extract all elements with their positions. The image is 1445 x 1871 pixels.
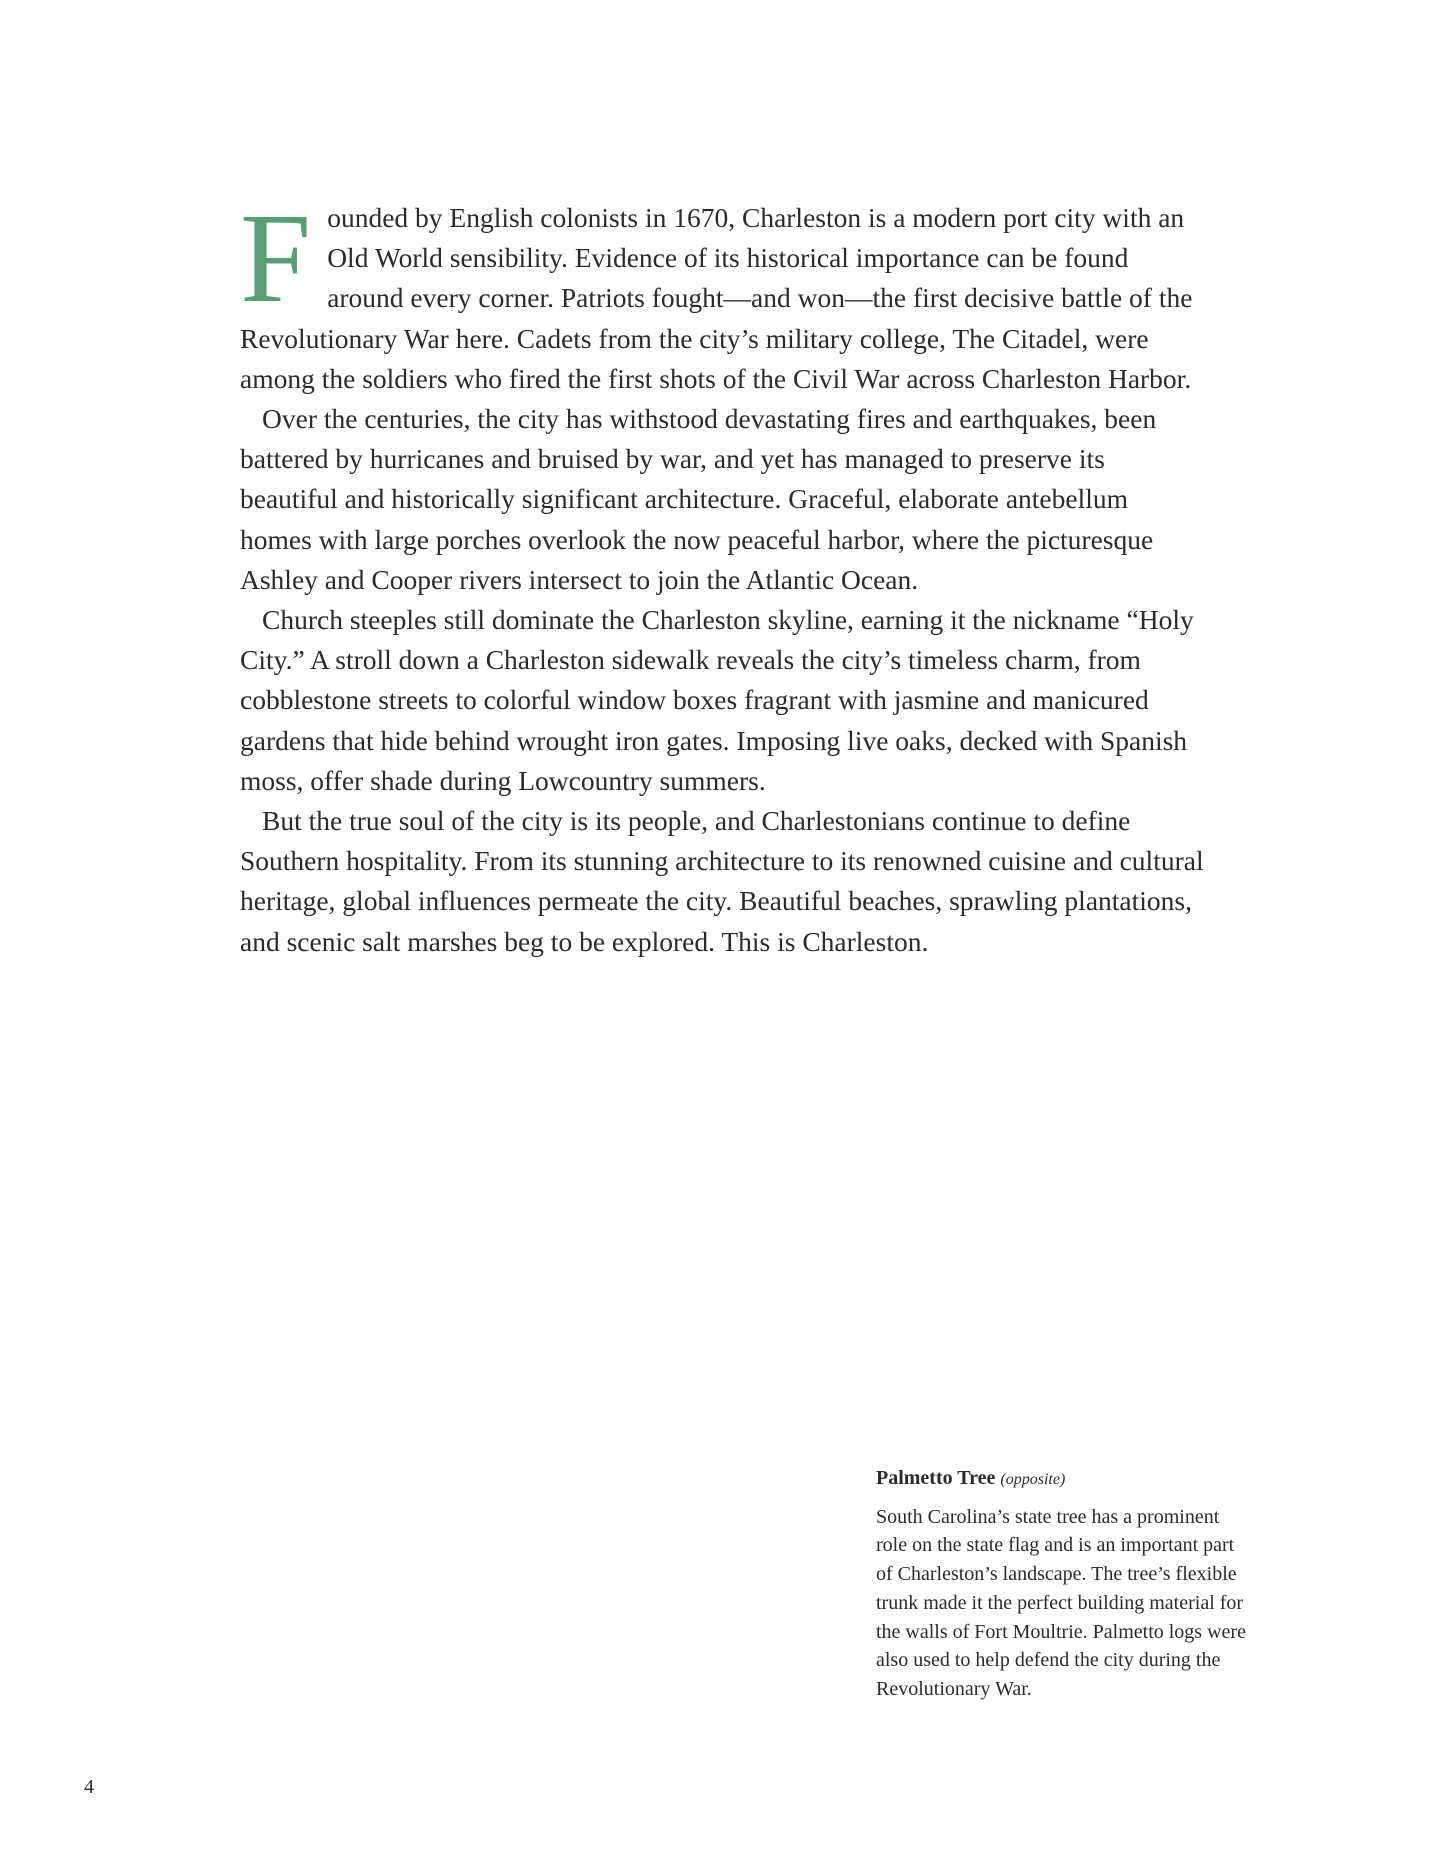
caption-title [876, 1464, 1246, 1495]
page-number: 4 [84, 1776, 94, 1798]
caption-title-text: Palmetto Tree [876, 1467, 996, 1489]
article-body [240, 187, 1205, 962]
paragraph-3: Church steeples still dominate the Charleston skyline, earning it the nickname “Holy City.” A stroll down a Charleston sidewalk reveals the city’s timeless charm, from cobblestone streets to colorful window boxes fragrant with jasmine and manicured gardens that hide behind wrought iron gates. Imposing live oaks, decked with Spanish moss, offer shade during Lowcountry summers. [240, 604, 1194, 796]
drop-cap: F [240, 187, 312, 329]
paragraph-1-text: ounded by English colonists in 1670, Charleston is a modern port city with an Old World sensibility. Evidence of its historical importance can be found around every corner. Patriots fought—and won—the first decisive battle of the Revolutionary War here. Cadets from the city’s military college, The Citadel, were among the soldiers who fired the first shots of the Civil War across Charleston Harbor. [240, 202, 1193, 394]
caption-note: (opposite) [1000, 1471, 1066, 1488]
paragraph-1 [240, 187, 1205, 399]
caption-text: South Carolina’s state tree has a prominent role on the state flag and is an important part of Charleston’s landscape. The tree’s flexible trunk made it the perfect building material for the walls of Fort Moultrie. Palmetto logs were also used to help defend the city during the Revolutionary War. [876, 1505, 1246, 1700]
paragraph-2: Over the centuries, the city has withstood devastating fires and earthquakes, been battered by hurricanes and bruised by war, and yet has managed to preserve its beautiful and historically significant architecture. Graceful, elaborate antebellum homes with large porches overlook the now peaceful harbor, where the picturesque Ashley and Cooper rivers intersect to join the Atlantic Ocean. [240, 403, 1157, 595]
paragraph-4: But the true soul of the city is its people, and Charlestonians continue to define Southern hospitality. From its stunning architecture to its renowned cuisine and cultural heritage, global influences permeate the city. Beautiful beaches, sprawling plantations, and scenic salt marshes beg to be explored. This is Charleston. [240, 805, 1204, 957]
photo-caption [876, 1464, 1246, 1704]
